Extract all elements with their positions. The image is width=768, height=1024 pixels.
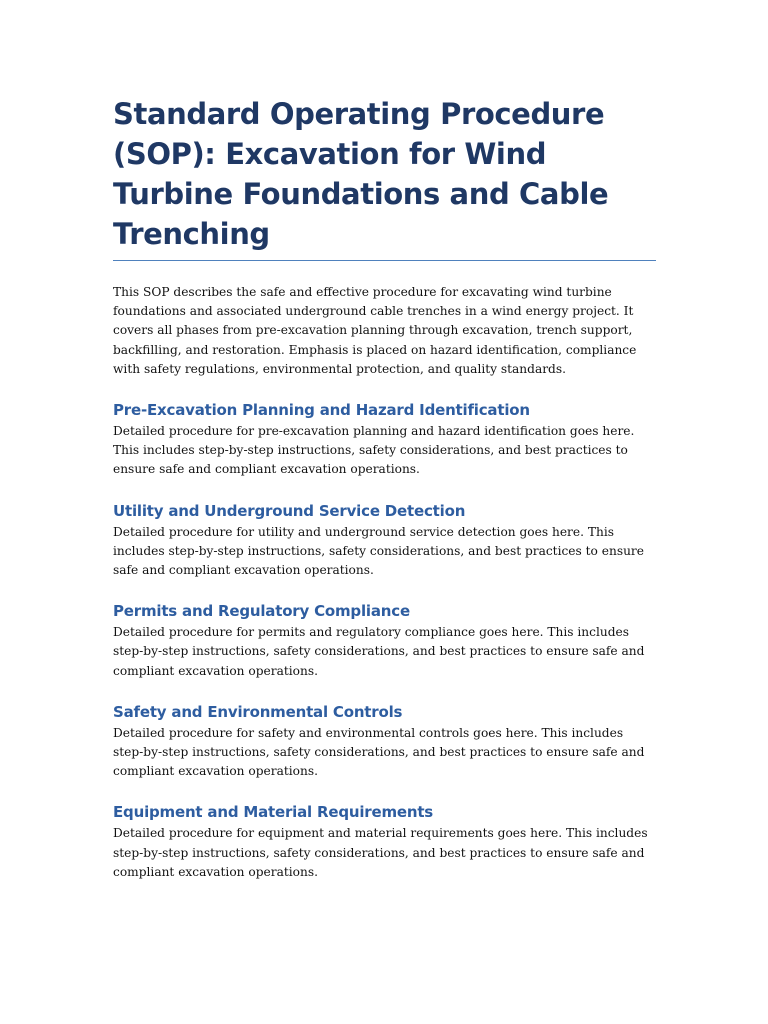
section-heading: Utility and Underground Service Detection <box>113 501 466 520</box>
section-body: Detailed procedure for utility and underground service detection goes here. This includes step-by-step instructions, safety considerations, and best practices to ensure safe and compliant excavation operations. <box>113 524 644 578</box>
section-equipment-materials <box>113 801 656 882</box>
document-title: Standard Operating Procedure (SOP): Excavation for Wind Turbine Foundations and Cable Trenching <box>113 94 656 261</box>
section-utility-detection <box>113 500 656 581</box>
document-page <box>113 94 656 882</box>
section-heading: Equipment and Material Requirements <box>113 803 434 822</box>
section-heading: Pre-Excavation Planning and Hazard Identification <box>113 401 530 420</box>
intro-paragraph: This SOP describes the safe and effective procedure for excavating wind turbine foundations and associated underground cable trenches in a wind energy project. It covers all phases from pre-excavation planning through excavation, trench support, backfilling, and restoration. Emphasis is placed on hazard identification, compliance with safety regulations, environmental protection, and quality standards. <box>113 285 637 376</box>
section-body: Detailed procedure for equipment and material requirements goes here. This includes step-by-step instructions, safety considerations, and best practices to ensure safe and compliant excavation operations. <box>113 826 648 879</box>
section-body: Detailed procedure for safety and environmental controls goes here. This includes step-by-step instructions, safety considerations, and best practices to ensure safe and compliant excavation operations. <box>113 725 645 779</box>
section-safety-environmental <box>113 701 656 782</box>
section-pre-excavation-planning <box>113 399 656 480</box>
section-body: Detailed procedure for permits and regulatory compliance goes here. This includes step-by-step instructions, safety considerations, and best practices to ensure safe and compliant excavation operations. <box>113 625 645 678</box>
section-body: Detailed procedure for pre-excavation planning and hazard identification goes here. This includes step-by-step instructions, safety considerations, and best practices to ensure safe and compliant excavation operations. <box>113 424 635 477</box>
section-permits-compliance <box>113 600 656 681</box>
section-heading: Safety and Environmental Controls <box>113 702 403 721</box>
section-heading: Permits and Regulatory Compliance <box>113 602 410 621</box>
